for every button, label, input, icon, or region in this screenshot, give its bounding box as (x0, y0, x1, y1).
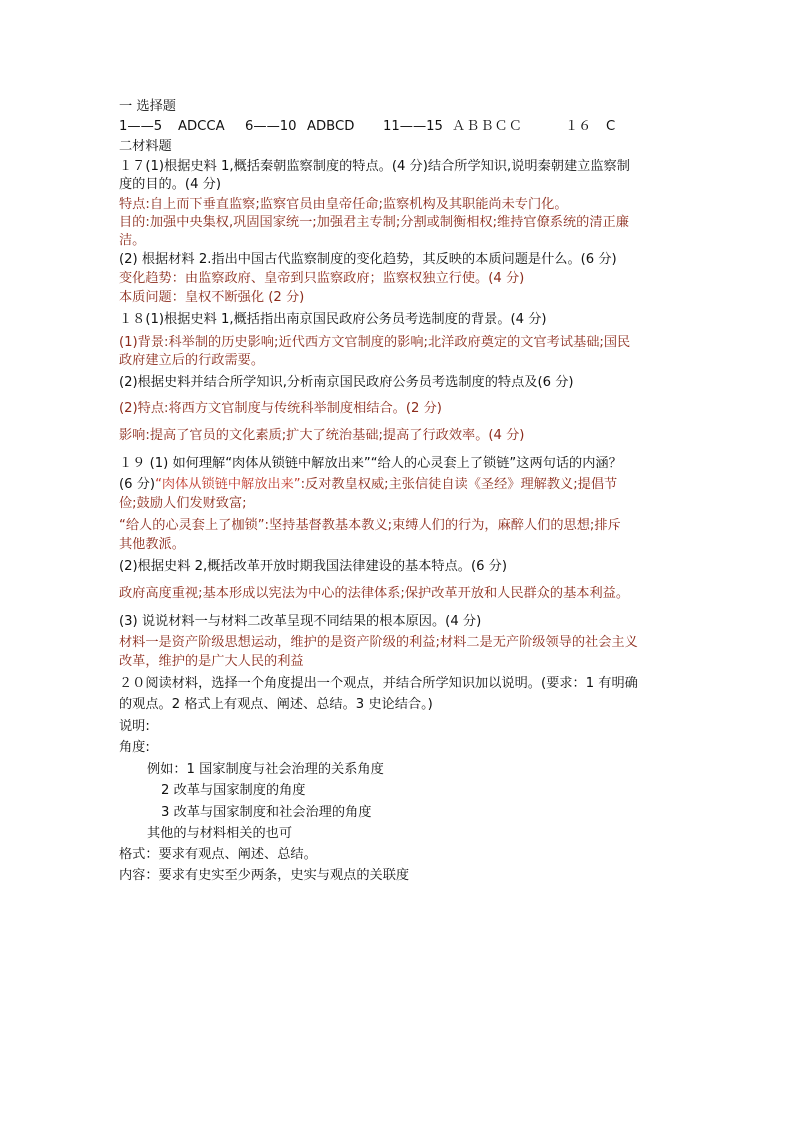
range-1-5: 1——5 (119, 119, 163, 134)
q19-question-1-cont (119, 476, 617, 494)
q19-answer-1-cont: 俭;鼓励人们发财致富; (119, 496, 247, 511)
q20-format: 格式：要求有观点、阐述、总结。 (119, 847, 317, 862)
q20-angle-example-3: 3 改革与国家制度和社会治理的角度 (161, 805, 372, 820)
answer-16: C (606, 119, 616, 134)
range-6-10: 6——10 (245, 119, 297, 134)
q17-answer-features: 特点:自上而下垂直监察;监察官员由皇帝任命;监察机构及其职能尚未专门化。 (119, 197, 568, 212)
q18-answer-background-cont: 政府建立后的行政需要。 (119, 353, 265, 368)
range-11-15: 11——15 (383, 119, 443, 134)
q18-answer-features: (2)特点:将西方文官制度与传统科举制度相结合。(2 分) (119, 401, 442, 416)
q18-answer-impact: 影响:提高了官员的文化素质;扩大了统治基础;提高了行政效率。(4 分) (119, 428, 525, 443)
q18-answer-background: (1)背景:科举制的历史影响;近代西方文官制度的影响;北洋政府奠定的文官考试基础;国民 (119, 335, 631, 350)
q17-question-2: (2) 根据材料 2.指出中国古代监察制度的变化趋势，其反映的本质问题是什么。(6 分) (119, 252, 617, 267)
section1-title: 一 选择题 (119, 99, 176, 114)
q17-answer-essence: 本质问题：皇权不断强化 (2 分) (119, 290, 305, 305)
q19-question-2: (2)根据史料 2,概括改革开放时期我国法律建设的基本特点。(6 分) (119, 559, 508, 574)
q20-angle-example-2: 2 改革与国家制度的角度 (161, 783, 306, 798)
q20-other-angles: 其他的与材料相关的也可 (147, 826, 293, 841)
q20-angle-label: 角度: (119, 740, 150, 755)
q19-points: (6 分) (119, 477, 156, 492)
q19-answer-3: 政府高度重视;基本形成以宪法为中心的法律体系;保护改革开放和人民群众的基本利益。 (119, 586, 630, 601)
q20-angle-example-1: 例如：1 国家制度与社会治理的关系角度 (147, 762, 384, 777)
q17-question-1: １７(1)根据史料 1,概括秦朝监察制度的特点。(4 分)结合所学知识,说明秦朝建立监察制 (119, 159, 630, 174)
q20-content: 内容：要求有史实至少两条，史实与观点的关联度 (119, 868, 410, 883)
q19-answer-4: 材料一是资产阶级思想运动，维护的是资产阶级的利益;材料二是无产阶级领导的社会主义 (119, 635, 638, 650)
choice-answers-row (119, 118, 616, 136)
section2-title: 二材料题 (119, 139, 172, 154)
q17-answer-purpose: 目的:加强中央集权,巩固国家统一;加强君主专制;分割或制衡相权;维持官僚系统的清正廉 (119, 215, 629, 230)
q18-question-2: (2)根据史料并结合所学知识,分析南京国民政府公务员考选制度的特点及(6 分) (119, 375, 574, 390)
q20-explain-label: 说明: (119, 719, 150, 734)
q20-question: ２０阅读材料，选择一个角度提出一个观点，并结合所学知识加以说明。(要求：1 有明确 (119, 676, 638, 691)
answer-6-10: ADBCD (307, 119, 355, 134)
answer-11-15: ＡＢＢＣＣ (452, 119, 523, 134)
range-16: １６ (565, 119, 592, 134)
q19-answer-4-cont: 改革，维护的是广大人民的利益 (119, 654, 304, 669)
q17-answer-trend: 变化趋势：由监察政府、皇帝到只监察政府；监察权独立行使。(4 分) (119, 271, 525, 286)
q19-answer-1: :反对教皇权威;主张信徒自读《圣经》理解教义;提倡节 (300, 477, 618, 492)
q19-answer-2: “给人的心灵套上了枷锁”:坚持基督教基本教义;束缚人们的行为，麻醉人们的思想;排斥 (119, 518, 621, 533)
q19-answer-2-cont: 其他教派。 (119, 537, 185, 552)
q19-quote-body-freed: “肉体从锁链中解放出来” (155, 477, 301, 492)
q19-question-3: (3) 说说材料一与材料二改革呈现不同结果的根本原因。(4 分) (119, 614, 482, 629)
q18-question-1: １８(1)根据史料 1,概括指出南京国民政府公务员考选制度的背景。(4 分) (119, 312, 547, 327)
q17-question-1-cont: 度的目的。(4 分) (119, 177, 221, 192)
q17-answer-purpose-cont: 洁。 (119, 233, 146, 248)
q20-question-cont: 的观点。2 格式上有观点、阐述、总结。3 史论结合。) (119, 697, 433, 712)
q19-question-1: １９ (1) 如何理解“肉体从锁链中解放出来”“给人的心灵套上了锁链”这两句话的内涵？ (119, 456, 622, 471)
answer-1-5: ADCCA (178, 119, 225, 134)
